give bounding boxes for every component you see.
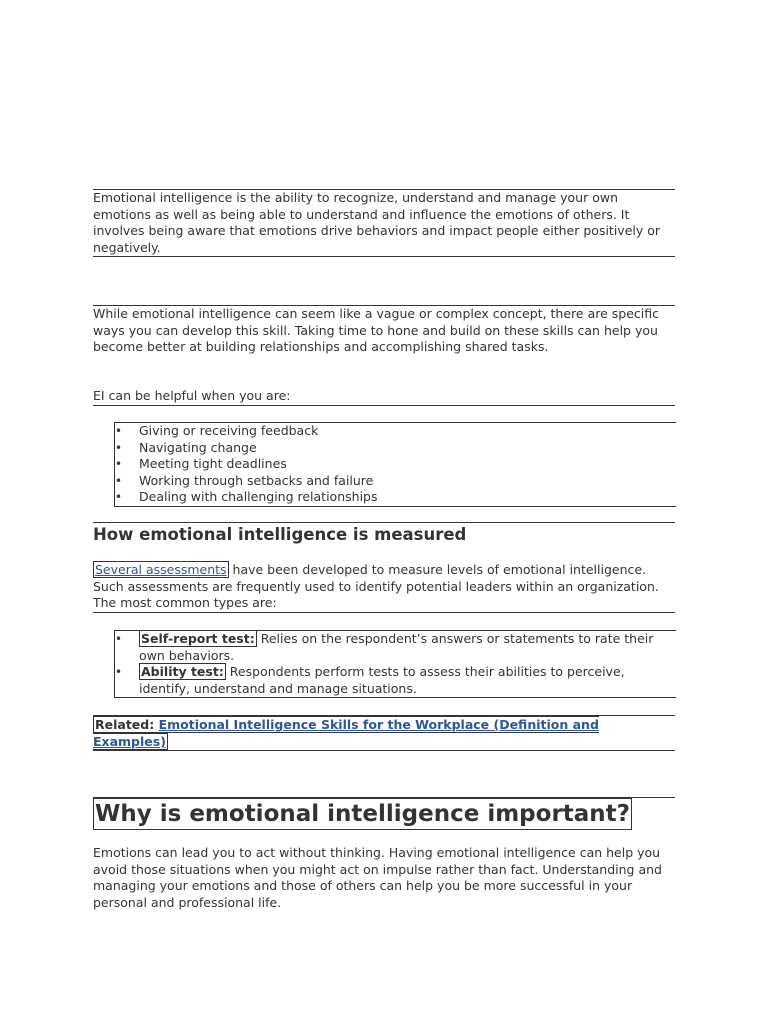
develop-paragraph: While emotional intelligence can seem like a vague or complex concept, there are specific ways you can develop this skill. Taking time to hone and build on these skills can help you become better at building relationships and accomplishing shared tasks.	[93, 306, 659, 355]
important-paragraph: Emotions can lead you to act without thinking. Having emotional intelligence can help you avoid those situations when you might act on impulse rather than fact. Understanding and managing your emotions and those of others can help you be more successful in your personal and professional life.	[93, 845, 662, 910]
intro-paragraph: Emotional intelligence is the ability to recognize, understand and manage your own emotions as well as being able to understand and influence the emotions of others. It involves being aware that emotions drive behaviors and impact people either positively or negatively.	[93, 190, 661, 255]
list-item	[115, 664, 676, 697]
list-item: • Meeting tight deadlines	[115, 456, 676, 473]
important-heading: Why is emotional intelligence important?	[93, 798, 632, 830]
test-types-list	[114, 630, 676, 698]
self-report-label: Self-report test:	[141, 631, 255, 646]
helpful-intro-block	[93, 388, 675, 406]
list-item: • Working through setbacks and failure	[115, 473, 676, 490]
related-label: Related:	[95, 717, 159, 732]
list-item: • Giving or receiving feedback	[115, 423, 676, 440]
list-item: • Navigating change	[115, 440, 676, 457]
measured-heading: How emotional intelligence is measured	[93, 525, 467, 544]
related-line	[93, 716, 675, 750]
assess-block	[93, 562, 675, 613]
list-item	[115, 631, 676, 664]
ability-text: Respondents perform tests to assess their abilities to perceive, identify, understand and manage situations.	[139, 664, 625, 696]
list-item: • Dealing with challenging relationships	[115, 489, 676, 506]
related-link[interactable]: Emotional Intelligence Skills for the Workplace (Definition and Examples)	[93, 717, 599, 749]
ability-label: Ability test:	[141, 664, 224, 680]
develop-block	[93, 305, 675, 356]
several-assessments-link[interactable]: Several assessments	[95, 562, 227, 577]
intro-block	[93, 189, 675, 257]
important-block	[93, 845, 675, 911]
self-report-text: Relies on the respondent’s answers or statements to rate their own behaviors.	[139, 631, 654, 663]
related-block	[93, 715, 675, 751]
measured-heading-block	[93, 522, 675, 546]
assess-text: have been developed to measure levels of emotional intelligence. Such assessments are frequently used to identify potential leaders within an organization. The most common types are:	[93, 562, 659, 611]
helpful-list	[114, 422, 676, 507]
helpful-intro: EI can be helpful when you are:	[93, 388, 291, 403]
important-heading-block	[93, 797, 675, 830]
assess-paragraph	[93, 562, 675, 612]
